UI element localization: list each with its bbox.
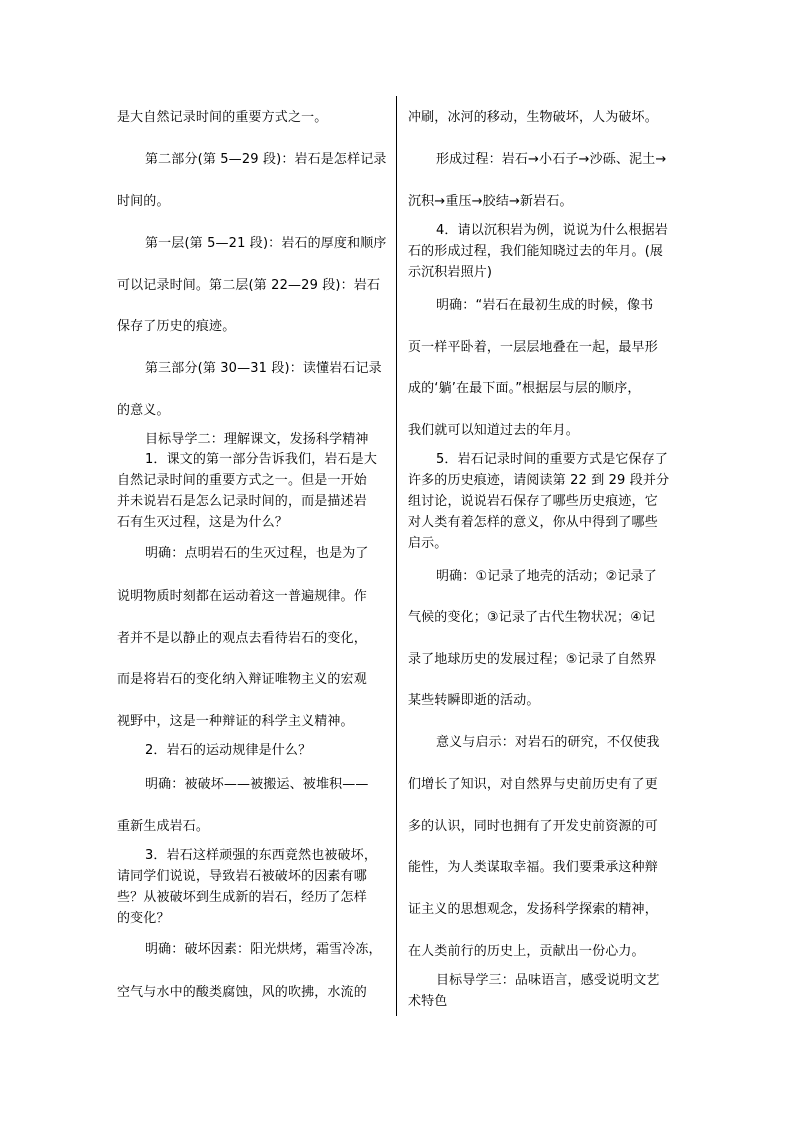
- text-line: 说明物质时刻都在运动着这一普遍规律。作: [117, 589, 367, 604]
- text-line: 在人类前行的历史上，贡献出一份心力。: [408, 944, 645, 959]
- text-line: 可以记录时间。第二层(第 22—29 段)：岩石: [117, 278, 381, 293]
- text-line: 启示。: [408, 536, 448, 551]
- text-line: 明确：“岩石在最初生成的时候，像书: [436, 298, 654, 313]
- text-line: 石有生灭过程，这是为什么？: [117, 515, 288, 530]
- section-heading: 目标导学二：理解课文，发扬科学精神: [145, 432, 369, 447]
- text-line: 第二部分(第 5—29 段)：岩石是怎样记录: [145, 152, 387, 167]
- text-line: 第三部分(第 30—31 段)：读懂岩石记录: [145, 361, 382, 376]
- text-line: 意义与启示：对岩石的研究，不仅使我: [436, 735, 660, 750]
- text-line: 能性，为人类谋取幸福。我们要秉承这种辩: [408, 860, 658, 875]
- text-line: 是大自然记录时间的重要方式之一。: [117, 110, 328, 125]
- text-line: 重新生成岩石。: [117, 819, 210, 834]
- text-line: 明确：破坏因素：阳光烘烤，霜雪冷冻，: [145, 942, 382, 957]
- text-line: 石的形成过程，我们能知晓过去的年月。(展: [408, 244, 664, 259]
- text-line: 请同学们说说，导致岩石被破坏的因素有哪: [117, 869, 367, 884]
- text-line: 些？从被破坏到生成新的岩石，经历了怎样: [117, 890, 367, 905]
- text-line: 视野中，这是一种辩证的科学主义精神。: [117, 714, 354, 729]
- text-line: 并未说岩石是怎么记录时间的，而是描述岩: [117, 494, 367, 509]
- text-line: 形成过程：岩石→小石子→沙砾、泥土→: [436, 152, 667, 167]
- text-line: 组讨论，说说岩石保存了哪些历史痕迹，它: [408, 494, 658, 509]
- text-line: 时间的。: [117, 194, 170, 209]
- section-heading: 术特色: [408, 994, 448, 1009]
- text-line: 某些转瞬即逝的活动。: [408, 693, 540, 708]
- text-line: 成的‘躺’在最下面。”根据层与层的顺序，: [408, 381, 641, 396]
- text-line: 我们就可以知道过去的年月。: [408, 423, 579, 438]
- text-line: 4．请以沉积岩为例，说说为什么根据岩: [436, 223, 668, 238]
- text-line: 们增长了知识，对自然界与史前历史有了更: [408, 777, 658, 792]
- text-line: 明确：被破坏——被搬运、被堆积——: [145, 777, 369, 792]
- text-line: 示沉积岩照片): [408, 265, 493, 280]
- text-line: 而是将岩石的变化纳入辩证唯物主义的宏观: [117, 672, 367, 687]
- text-line: 第一层(第 5—21 段)：岩石的厚度和顺序: [145, 236, 387, 251]
- text-line: 明确：点明岩石的生灭过程，也是为了: [145, 546, 369, 561]
- text-line: 空气与水中的酸类腐蚀，风的吹拂，水流的: [117, 985, 367, 1000]
- text-line: 2．岩石的运动规律是什么？: [145, 743, 312, 758]
- text-line: 沉积→重压→胶结→新岩石。: [408, 194, 573, 209]
- text-line: 者并不是以静止的观点去看待岩石的变化，: [117, 631, 367, 646]
- text-line: 对人类有着怎样的意义，你从中得到了哪些: [408, 515, 658, 530]
- column-divider: [396, 96, 397, 1016]
- text-line: 明确：①记录了地壳的活动；②记录了: [436, 569, 657, 584]
- text-line: 的变化？: [117, 911, 170, 926]
- text-line: 许多的历史痕迹，请阅读第 22 到 29 段并分: [408, 473, 670, 488]
- text-line: 保存了历史的痕迹。: [117, 319, 236, 334]
- text-line: 自然记录时间的重要方式之一。但是一开始: [117, 473, 367, 488]
- text-line: 多的认识，同时也拥有了开发史前资源的可: [408, 819, 658, 834]
- text-line: 证主义的思想观念，发扬科学探索的精神，: [408, 902, 658, 917]
- text-line: 冲刷，冰河的移动，生物破坏，人为破坏。: [408, 110, 658, 125]
- text-line: 录了地球历史的发展过程；⑤记录了自然界: [408, 652, 657, 667]
- text-line: 5．岩石记录时间的重要方式是它保存了: [436, 452, 668, 467]
- text-line: 的意义。: [117, 403, 170, 418]
- text-line: 页一样平卧着，一层层地叠在一起，最早形: [408, 340, 658, 355]
- text-line: 气候的变化；③记录了古代生物状况；④记: [408, 610, 656, 625]
- section-heading: 目标导学三：品味语言，感受说明文艺: [436, 973, 660, 988]
- text-line: 1．课文的第一部分告诉我们，岩石是大: [145, 452, 377, 467]
- text-line: 3．岩石这样顽强的东西竟然也被破坏，: [145, 848, 377, 863]
